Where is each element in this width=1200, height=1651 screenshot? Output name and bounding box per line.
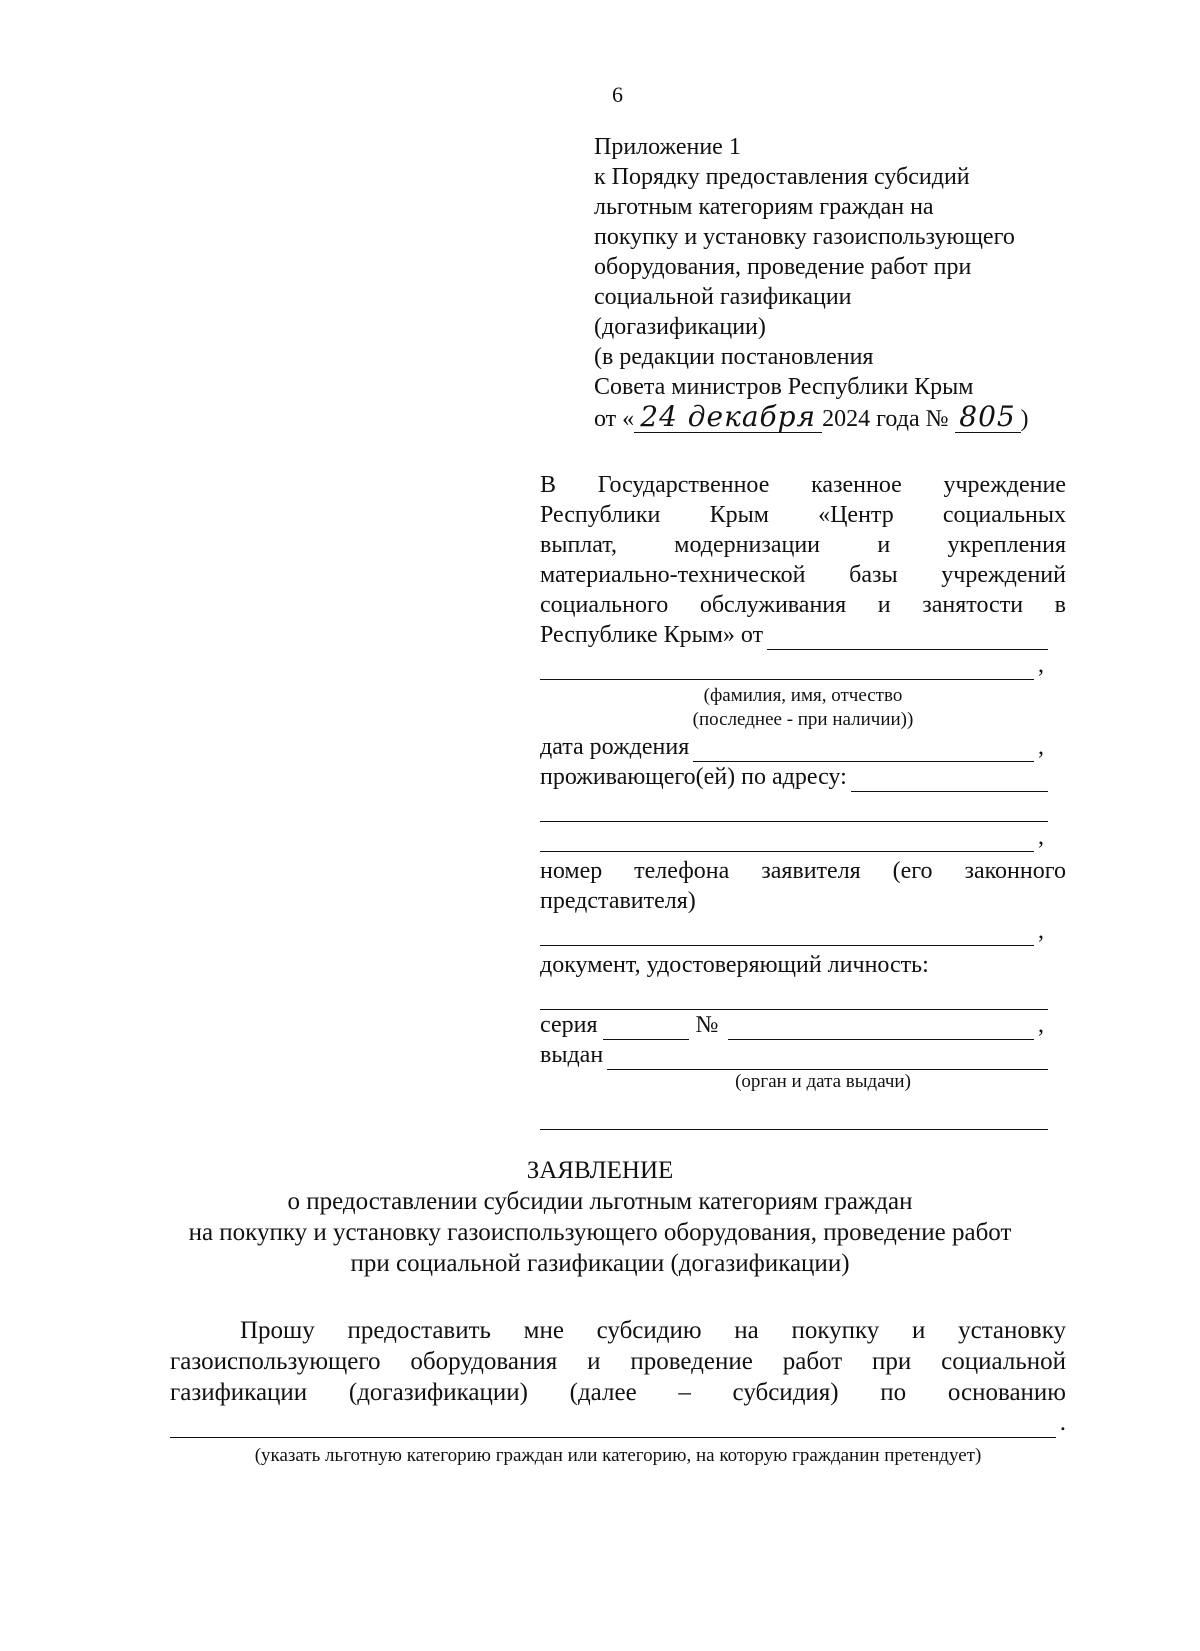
address-field[interactable] (851, 769, 1048, 792)
category-field[interactable] (170, 1415, 1056, 1438)
addressee-line: материально-технической базы учреждений (540, 562, 1066, 588)
from-label: Республике Крым» от (540, 622, 764, 648)
handwritten-number: 805 (955, 402, 1021, 433)
appendix-line: льготным категориям граждан на (594, 194, 934, 220)
handwritten-date: 24 декабря (634, 402, 822, 433)
body-line: газификации (догазификации) (далее – субсидия) по основанию (170, 1379, 1066, 1406)
addressee-line: выплат, модернизации и укрепления (540, 532, 1066, 558)
issued-hint: (орган и дата выдачи) (735, 1071, 911, 1092)
address-label: проживающего(ей) по адресу: (540, 764, 847, 790)
resolution-date-line (594, 402, 1064, 434)
address-field-3[interactable] (540, 829, 1034, 852)
phone-label: номер телефона заявителя (его законного (540, 858, 1066, 884)
appendix-line: Совета министров Республики Крым (594, 374, 974, 400)
period: . (1059, 1409, 1066, 1436)
statement-subtitle: при социальной газификации (догазификации) (350, 1250, 850, 1277)
number-label: № (695, 1012, 719, 1038)
body-line: газоиспользующего оборудования и проведение работ при социальной (170, 1348, 1066, 1375)
appendix-line: социальной газификации (594, 284, 852, 310)
statement-title: ЗАЯВЛЕНИЕ (526, 1157, 674, 1184)
addressee-line: Республики Крым «Центр социальных (540, 502, 1066, 528)
series-field[interactable] (603, 1017, 689, 1040)
birth-label: дата рождения (540, 734, 690, 760)
appendix-line: оборудования, проведение работ при (594, 254, 972, 280)
address-row (540, 762, 1066, 792)
body-line: Прошу предоставить мне субсидию на покупку и установку (240, 1317, 1066, 1344)
statement-subtitle: о предоставлении субсидии льготным категориям граждан (287, 1188, 913, 1215)
appendix-line: к Порядку предоставления субсидий (594, 164, 970, 190)
fio-row (540, 650, 1066, 680)
doc-number-field[interactable] (728, 1017, 1034, 1040)
issued-row-2 (540, 1100, 1066, 1130)
statement-body (170, 1315, 1066, 1471)
comma: , (1038, 918, 1044, 944)
phone-row (540, 916, 1066, 946)
fio-field[interactable] (540, 657, 1034, 680)
phone-field[interactable] (540, 923, 1034, 946)
comma: , (1038, 1012, 1044, 1038)
addressee-block (540, 470, 1066, 1130)
addressee-line: социального обслуживания и занятости в (540, 592, 1066, 618)
from-field[interactable] (767, 627, 1048, 650)
date-suffix: ) (1020, 406, 1029, 432)
appendix-line: Приложение 1 (594, 134, 741, 160)
addressee-line: В Государственное казенное учреждение (540, 472, 1066, 498)
date-prefix: от « (594, 406, 635, 432)
comma: , (1038, 824, 1044, 850)
phone-label-cont: представителя) (540, 888, 696, 914)
document-field[interactable] (540, 987, 1048, 1010)
category-row (170, 1408, 1066, 1438)
birth-date-field[interactable] (693, 739, 1034, 762)
issued-field[interactable] (607, 1047, 1048, 1070)
year-text: 2024 года № (822, 406, 949, 432)
appendix-header (594, 132, 1064, 434)
page-number: 6 (612, 82, 623, 107)
series-label: серия (540, 1012, 598, 1038)
from-row (540, 620, 1066, 650)
issued-row (540, 1040, 1066, 1070)
address-row-3 (540, 822, 1066, 852)
series-row (540, 1010, 1066, 1040)
address-field-2[interactable] (540, 799, 1048, 822)
document-label: документ, удостоверяющий личность: (540, 952, 929, 978)
appendix-line: (в редакции постановления (594, 344, 874, 370)
comma: , (1038, 734, 1044, 760)
birth-row (540, 732, 1066, 762)
comma: , (1038, 652, 1044, 678)
appendix-line: покупку и установку газоиспользующего (594, 224, 1015, 250)
statement-title-block (150, 1155, 1050, 1279)
issued-label: выдан (540, 1042, 604, 1068)
fio-hint: (фамилия, имя, отчество (703, 685, 903, 706)
address-row-2 (540, 792, 1066, 822)
statement-subtitle: на покупку и установку газоиспользующего оборудования, проведение работ (188, 1219, 1012, 1246)
document-row (540, 980, 1066, 1010)
category-hint: (указать льготную категорию граждан или категорию, на которую гражданин претендует) (254, 1445, 982, 1466)
issued-field-2[interactable] (540, 1107, 1048, 1130)
fio-hint: (последнее - при наличии)) (692, 709, 914, 730)
appendix-line: (догазификации) (594, 314, 766, 340)
